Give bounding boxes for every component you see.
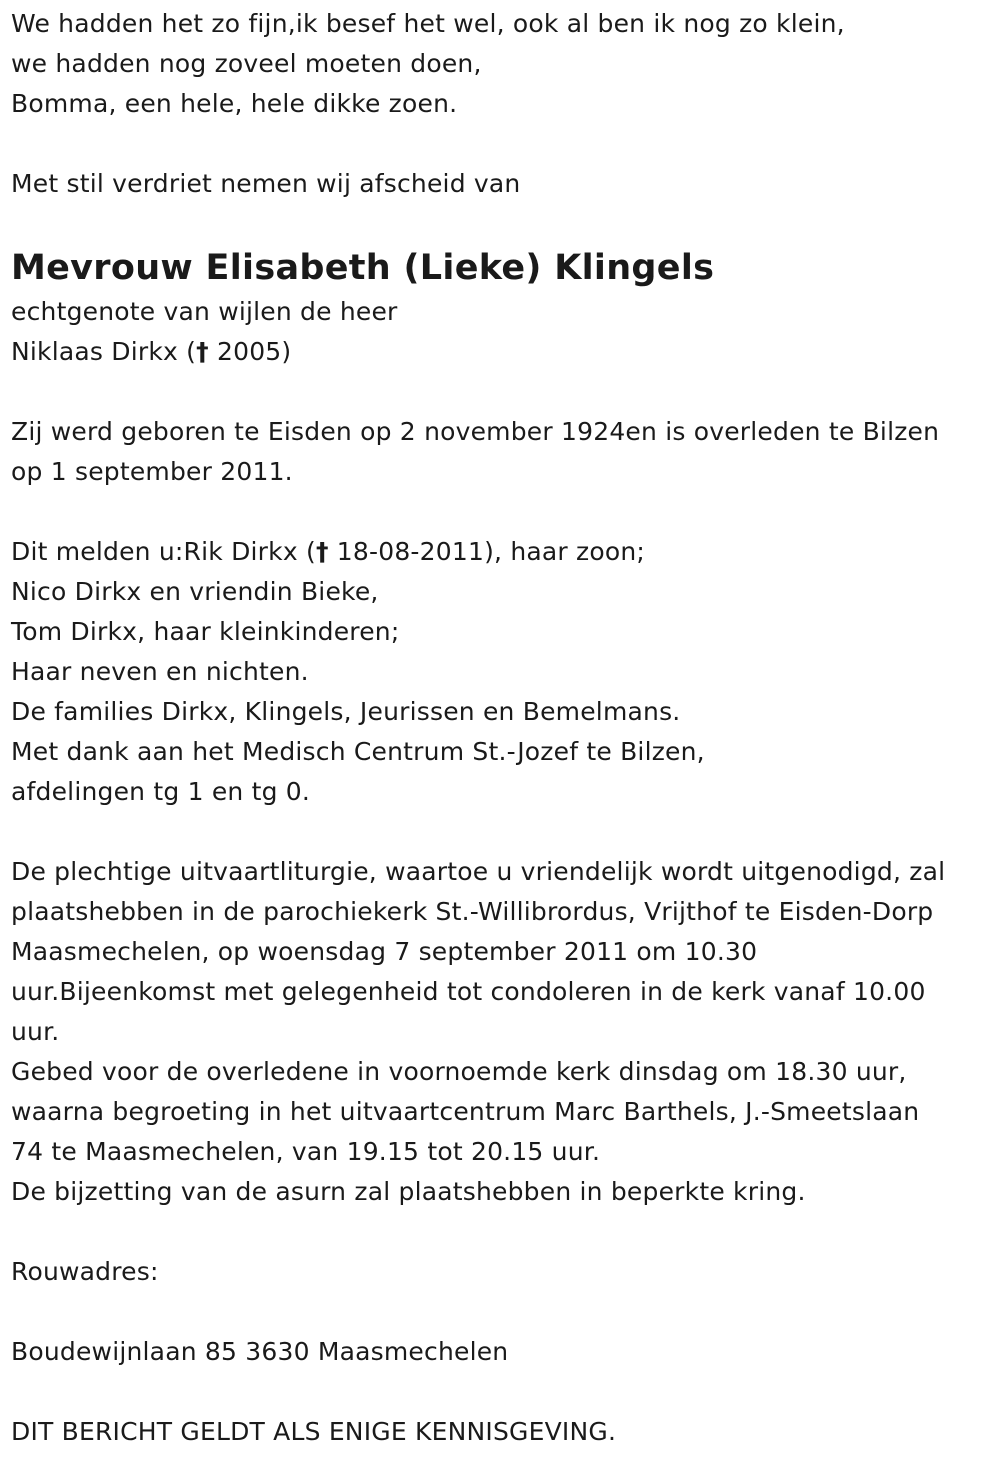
family-line: Met dank aan het Medisch Centrum St.-Jozef te Bilzen, xyxy=(11,737,705,766)
poem-line-2: we hadden nog zoveel moeten doen, xyxy=(11,49,482,78)
address-label: Rouwadres: xyxy=(11,1257,159,1286)
spouse-line: echtgenote van wijlen de heer xyxy=(11,297,398,326)
family-first-suffix: 18-08-2011), haar zoon; xyxy=(328,537,646,566)
mourning-address: Boudewijnlaan 85 3630 Maasmechelen xyxy=(11,1337,509,1366)
spouse-death-year: 2005) xyxy=(208,337,292,366)
birth-death-line-1: Zij werd geboren te Eisden op 2 november 1924en is overleden te Bilzen xyxy=(11,417,940,446)
family-line: Nico Dirkx en vriendin Bieke, xyxy=(11,577,379,606)
family-line-1 xyxy=(11,532,996,572)
intro-text: Met stil verdriet nemen wij afscheid van xyxy=(11,169,521,198)
family-line: afdelingen tg 1 en tg 0. xyxy=(11,777,311,806)
spacer xyxy=(11,812,996,852)
spacer xyxy=(11,1292,996,1332)
ceremony-line: 74 te Maasmechelen, van 19.15 tot 20.15 uur. xyxy=(11,1137,601,1166)
family-line: Haar neven en nichten. xyxy=(11,657,309,686)
family-line: De families Dirkx, Klingels, Jeurissen en Bemelmans. xyxy=(11,697,681,726)
ceremony-line: De bijzetting van de asurn zal plaatshebben in beperkte kring. xyxy=(11,1177,806,1206)
ceremony-line: Maasmechelen, op woensdag 7 september 2011 om 10.30 xyxy=(11,937,758,966)
ceremony-line: uur. xyxy=(11,1017,60,1046)
family-first-prefix: Dit melden u:Rik Dirkx ( xyxy=(11,537,316,566)
cross-icon: † xyxy=(315,537,329,566)
spacer xyxy=(11,492,996,532)
death-notice xyxy=(11,4,996,1452)
spacer xyxy=(11,124,996,164)
family-line: Tom Dirkx, haar kleinkinderen; xyxy=(11,617,400,646)
ceremony-line: uur.Bijeenkomst met gelegenheid tot condoleren in de kerk vanaf 10.00 xyxy=(11,977,926,1006)
spouse-name: Niklaas Dirkx ( xyxy=(11,337,197,366)
spacer xyxy=(11,204,996,244)
deceased-name: Mevrouw Elisabeth (Lieke) Klingels xyxy=(11,248,715,288)
spouse-name-line xyxy=(11,332,996,372)
spacer xyxy=(11,372,996,412)
official-notice: DIT BERICHT GELDT ALS ENIGE KENNISGEVING. xyxy=(11,1417,617,1446)
ceremony-line: waarna begroeting in het uitvaartcentrum Marc Barthels, J.-Smeetslaan xyxy=(11,1097,920,1126)
spacer xyxy=(11,1212,996,1252)
birth-death-line-2: op 1 september 2011. xyxy=(11,457,293,486)
poem-line-3: Bomma, een hele, hele dikke zoen. xyxy=(11,89,458,118)
ceremony-line: De plechtige uitvaartliturgie, waartoe u vriendelijk wordt uitgenodigd, zal xyxy=(11,857,946,886)
ceremony-line: Gebed voor de overledene in voornoemde kerk dinsdag om 18.30 uur, xyxy=(11,1057,907,1086)
cross-icon: † xyxy=(196,337,209,366)
spacer xyxy=(11,1372,996,1412)
poem-line-1: We hadden het zo fijn,ik besef het wel, ook al ben ik nog zo klein, xyxy=(11,9,845,38)
ceremony-line: plaatshebben in de parochiekerk St.-Willibrordus, Vrijthof te Eisden-Dorp xyxy=(11,897,934,926)
